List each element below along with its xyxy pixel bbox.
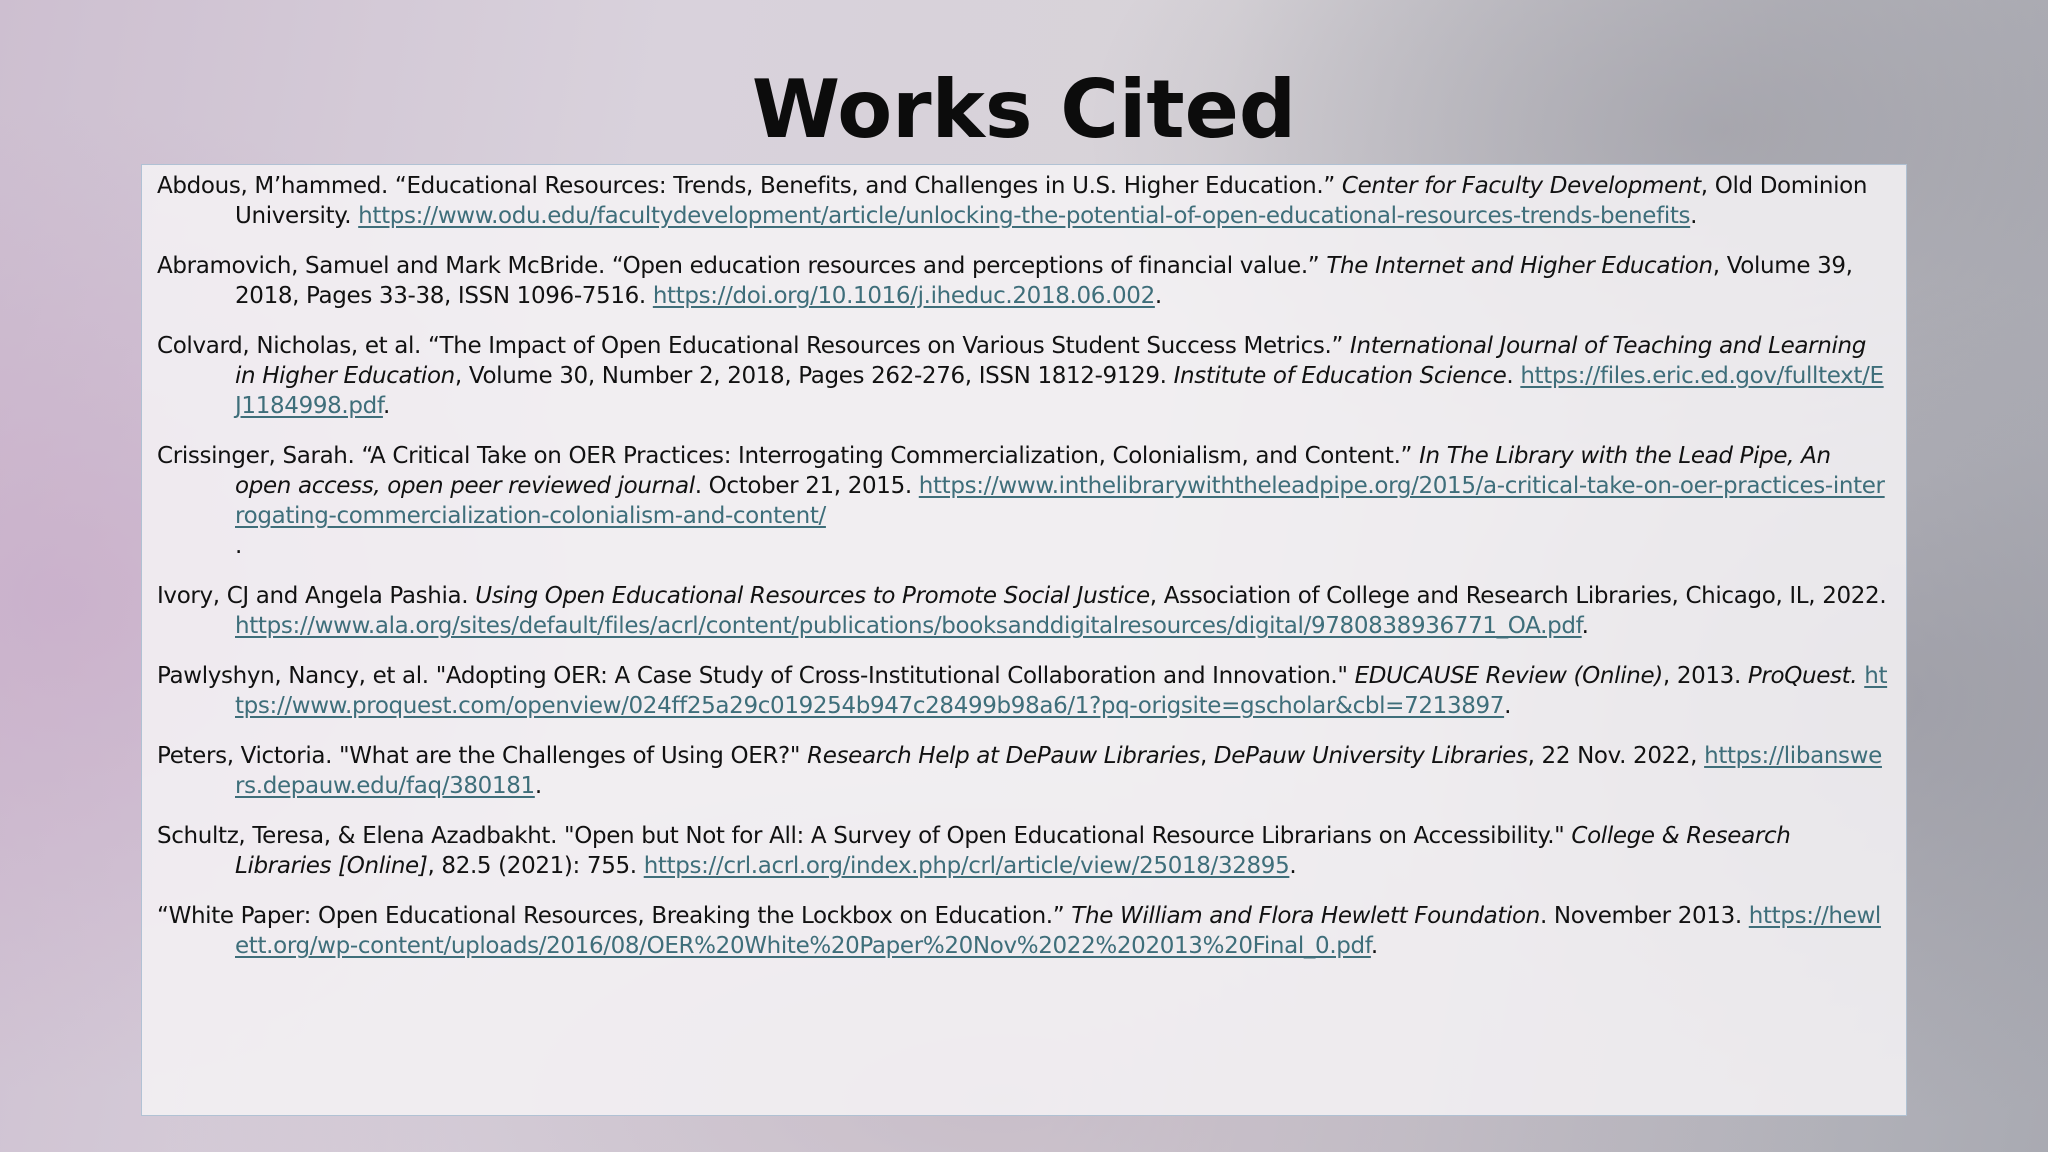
- citation-entry-hewlett: [157, 901, 1890, 961]
- citation-link[interactable]: https://libanswers.depauw.edu/faq/380181: [235, 743, 1882, 799]
- citation-source: International Journal of Teaching and Learning in Higher Education: [235, 333, 1866, 389]
- citation-text: , 82.5 (2021): 755.: [427, 853, 644, 879]
- citation-text: , Association of College and Research Libraries, Chicago, IL, 2022.: [1149, 583, 1887, 609]
- citation-text: Schultz, Teresa, & Elena Azadbakht. "Open but Not for All: A Survey of Open Educational Resource Librarians on Accessibility.": [157, 823, 1572, 849]
- citation-text: , Old Dominion University.: [235, 173, 1868, 229]
- citation-text: “White Paper: Open Educational Resources, Breaking the Lockbox on Education.”: [157, 903, 1072, 929]
- citation-text: Colvard, Nicholas, et al. “The Impact of Open Educational Resources on Various Student Success Metrics.”: [157, 333, 1351, 359]
- citation-source: In The Library with the Lead Pipe, An open access, open peer reviewed journal: [235, 443, 1831, 499]
- citation-text: , 2013.: [1662, 663, 1748, 689]
- citation-text: .: [1289, 853, 1297, 879]
- citation-text: ,: [1199, 743, 1214, 769]
- citation-text: .: [1581, 613, 1589, 639]
- citation-text: .: [1506, 363, 1521, 389]
- citation-entry-schultz: [157, 821, 1890, 881]
- citation-text: , Volume 30, Number 2, 2018, Pages 262-276, ISSN 1812-9129.: [454, 363, 1174, 389]
- citation-publisher: Institute of Education Science: [1173, 363, 1507, 389]
- citation-text: Crissinger, Sarah. “A Critical Take on OER Practices: Interrogating Commercialization, Colonialism, and Content.”: [157, 443, 1420, 469]
- citation-text: .: [1690, 203, 1698, 229]
- citation-text: Ivory, CJ and Angela Pashia.: [157, 583, 476, 609]
- citation-source: College & Research Libraries [Online]: [235, 823, 1791, 879]
- citation-source: Using Open Educational Resources to Promote Social Justice: [475, 583, 1150, 609]
- citation-text: .: [1154, 283, 1162, 309]
- citation-text: . November 2013.: [1539, 903, 1749, 929]
- citation-text: Peters, Victoria. "What are the Challenges of Using OER?": [157, 743, 808, 769]
- citation-entry-abdous: [157, 171, 1890, 231]
- citation-text: .: [1504, 693, 1512, 719]
- citation-link[interactable]: https://files.eric.ed.gov/fulltext/EJ1184998.pdf: [235, 363, 1884, 419]
- citation-publisher: ProQuest.: [1747, 663, 1858, 689]
- citation-text: .: [235, 533, 242, 559]
- citation-link[interactable]: https://doi.org/10.1016/j.iheduc.2018.06.002: [652, 283, 1155, 309]
- citation-text: Abdous, M’hammed. “Educational Resources: Trends, Benefits, and Challenges in U.S. Higher Education.”: [157, 173, 1342, 199]
- citation-link[interactable]: https://www.odu.edu/facultydevelopment/article/unlocking-the-potential-of-open-educational-resources-trends-benefits: [358, 203, 1691, 229]
- citation-text: Pawlyshyn, Nancy, et al. "Adopting OER: A Case Study of Cross-Institutional Collaboration and Innovation.": [157, 663, 1355, 689]
- citation-entry-colvard: [157, 331, 1890, 421]
- slide-title: Works Cited: [751, 63, 1297, 156]
- citation-entry-crissinger: [157, 441, 1890, 561]
- citation-text: . October 21, 2015.: [694, 473, 919, 499]
- citation-text: Abramovich, Samuel and Mark McBride. “Open education resources and perceptions of financial value.”: [157, 253, 1327, 279]
- citation-link[interactable]: https://hewlett.org/wp-content/uploads/2016/08/OER%20White%20Paper%20Nov%2022%202013%20Final_0.pdf: [235, 903, 1881, 959]
- citations-panel: [141, 164, 1907, 1116]
- citation-entry-abramovich: [157, 251, 1890, 311]
- citation-entry-peters: [157, 741, 1890, 801]
- citation-link[interactable]: https://www.inthelibrarywiththeleadpipe.org/2015/a-critical-take-on-oer-practices-interrogating-commercialization-colonialism-and-content/: [235, 473, 1885, 529]
- citation-entry-ivory: [157, 581, 1890, 641]
- citation-text: .: [534, 773, 542, 799]
- citation-text: , Volume 39, 2018, Pages 33-38, ISSN 1096-7516.: [235, 253, 1853, 309]
- citation-link[interactable]: https://www.ala.org/sites/default/files/acrl/content/publications/booksanddigitalresources/digital/9780838936771_OA.pdf: [235, 613, 1582, 639]
- citation-source: Center for Faculty Development: [1341, 173, 1701, 199]
- citation-source: The Internet and Higher Education: [1326, 253, 1713, 279]
- citation-link[interactable]: https://www.proquest.com/openview/024ff25a29c019254b947c28499b98a6/1?pq-origsite=gscholar&cbl=7213897: [235, 663, 1888, 719]
- citation-link[interactable]: https://crl.acrl.org/index.php/crl/article/view/25018/32895: [643, 853, 1290, 879]
- citation-text: .: [1370, 933, 1378, 959]
- citation-publisher: DePauw University Libraries: [1213, 743, 1528, 769]
- citation-entry-pawlyshyn: [157, 661, 1890, 721]
- citation-text: , 22 Nov. 2022,: [1527, 743, 1705, 769]
- citation-source: The William and Flora Hewlett Foundation: [1071, 903, 1540, 929]
- citation-source: EDUCAUSE Review (Online): [1354, 663, 1663, 689]
- citation-source: Research Help at DePauw Libraries: [807, 743, 1200, 769]
- citation-text: .: [382, 393, 390, 419]
